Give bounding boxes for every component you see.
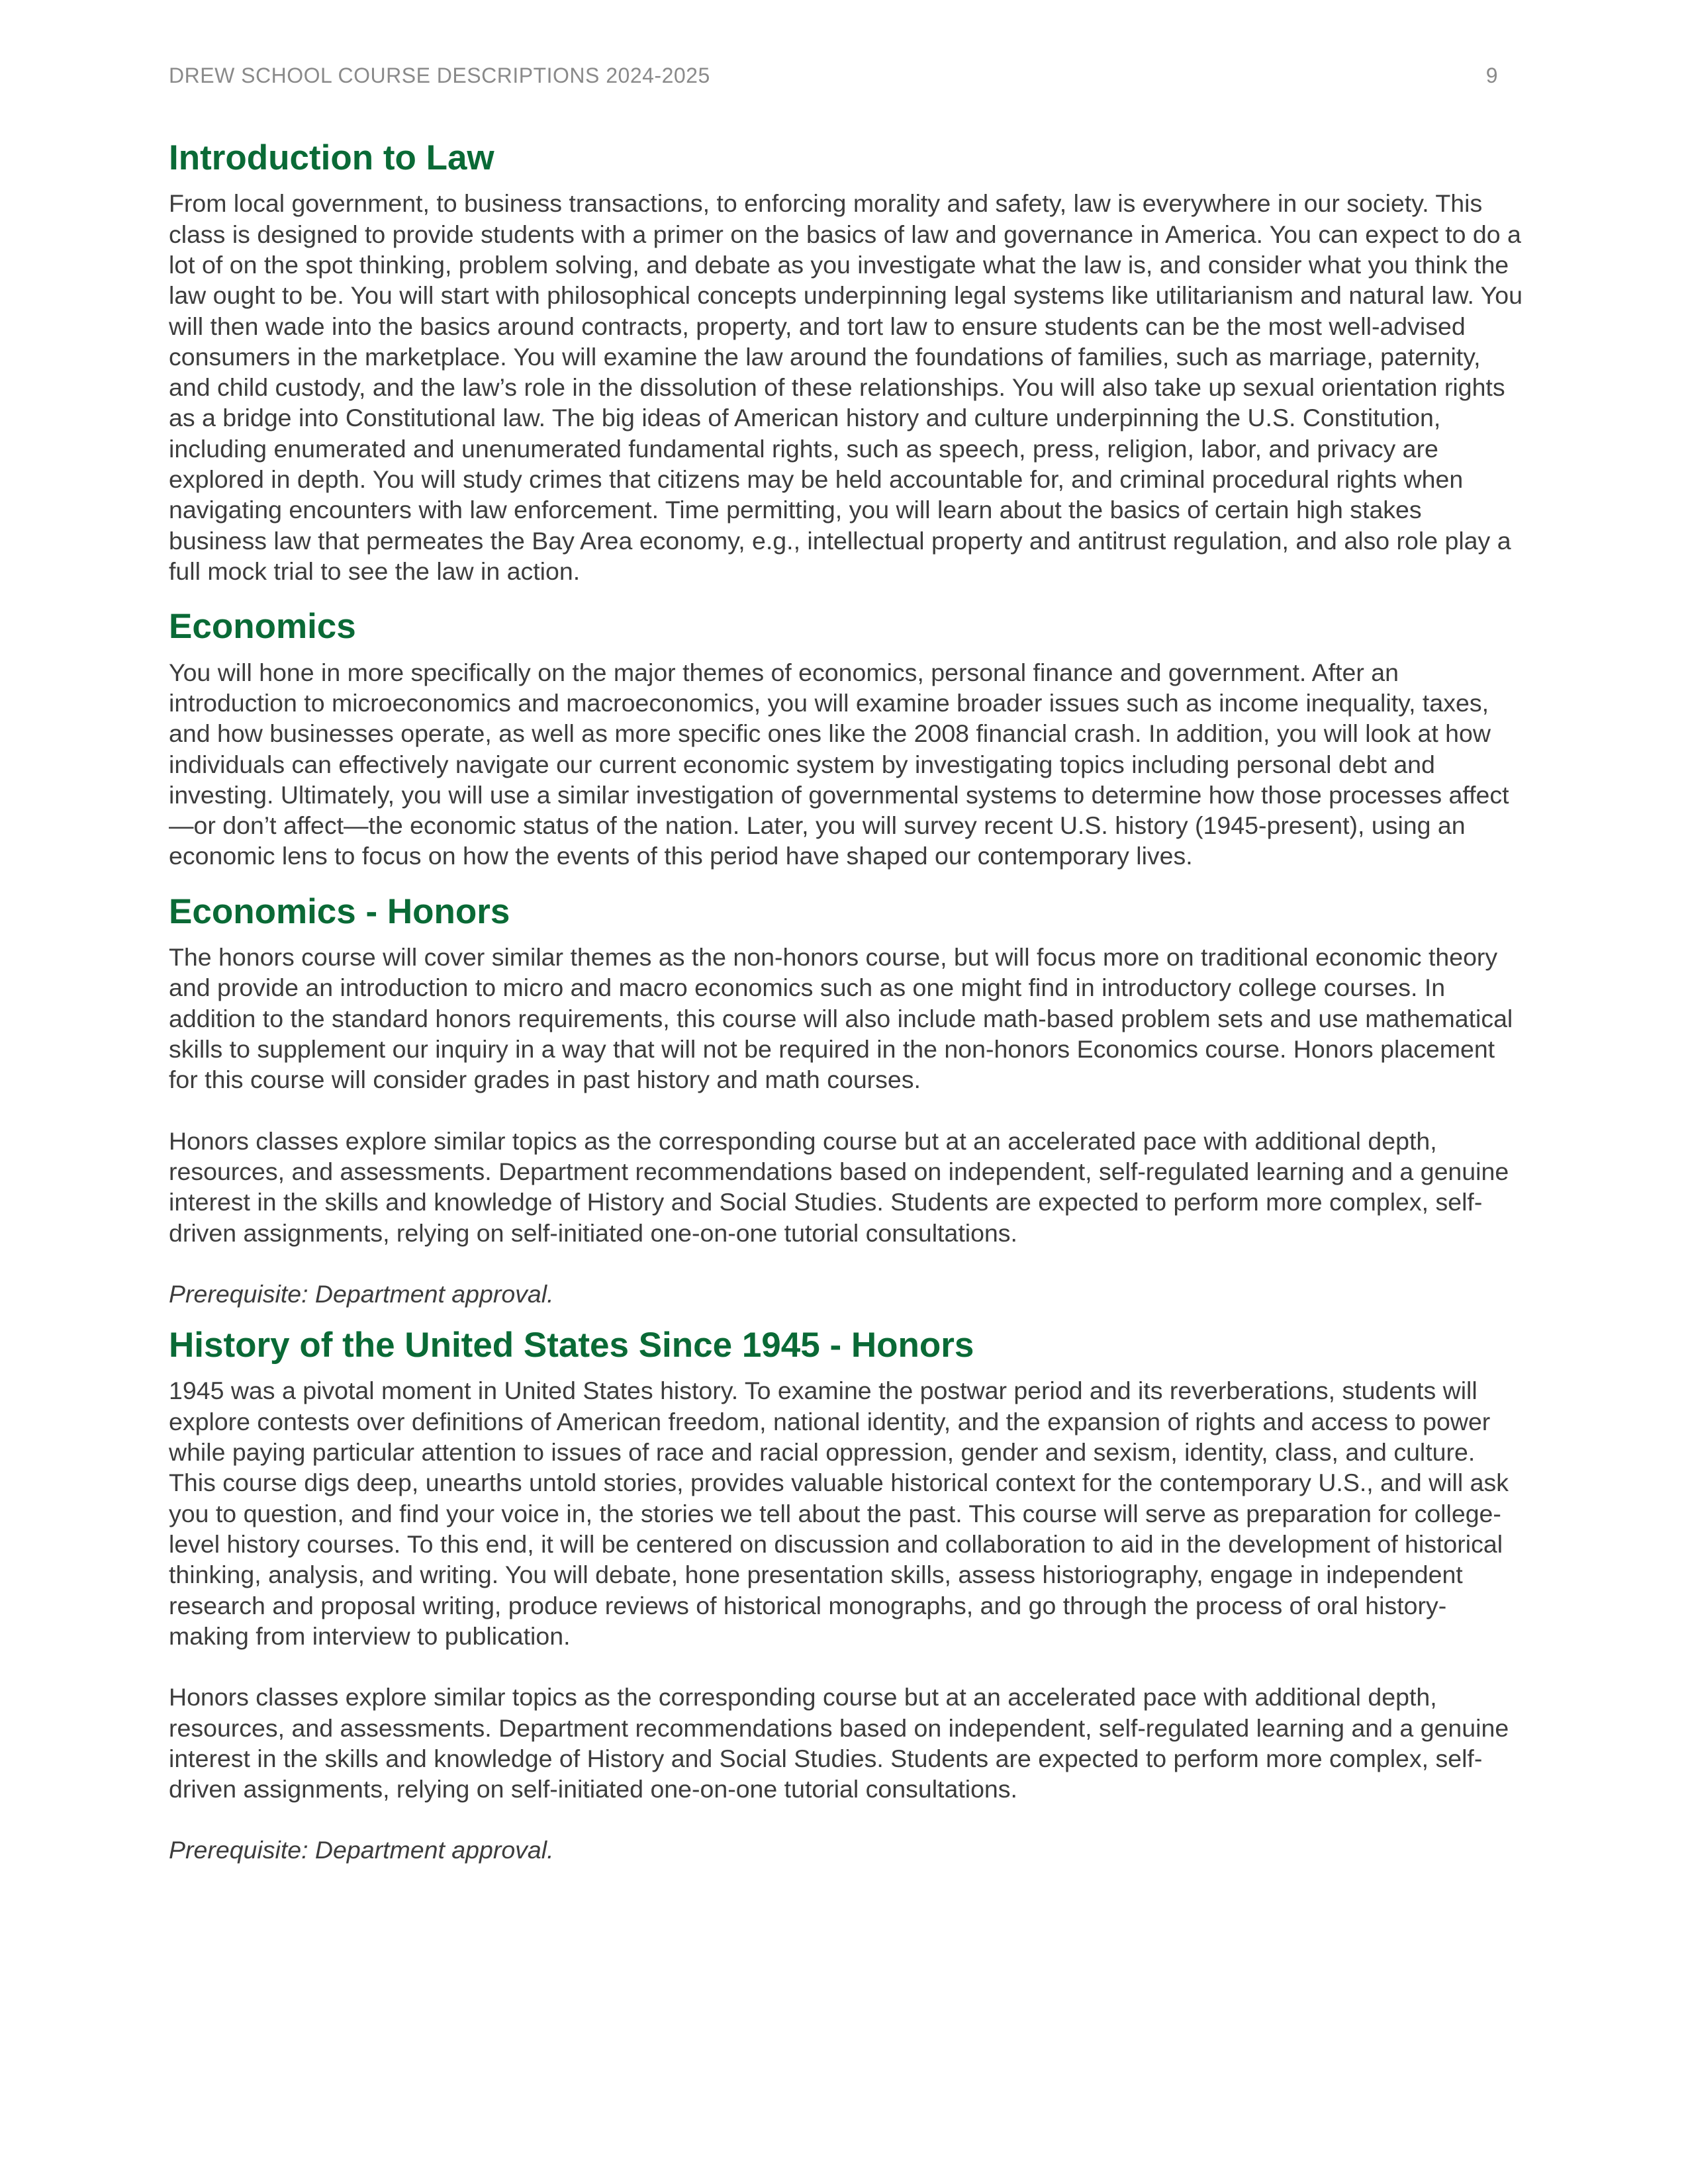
course-description: You will hone in more specifically on the major themes of economics, personal finance and government. After an introduction to microeconomics and macroeconomics, you will examine broader issues such as income inequality, taxes, and how businesses operate, as well as more specific ones like the 2008 financial crash. In addition, you will look at how individuals can effectively navigate our current economic system by investigating topics including personal debt and investing. Ultimately, you will use a similar investigation of governmental systems to determine how those processes affect—or don’t affect—the economic status of the nation. Later, you will survey recent U.S. history (1945-present), using an economic lens to focus on how the events of this period have shaped our contemporary lives. <box>169 658 1509 870</box>
course-description: The honors course will cover similar themes as the non-honors course, but will focus more on traditional economic theory and provide an introduction to micro and macro economics such as one might find in introductory college courses. In addition to the standard honors requirements, this course will also include math-based problem sets and use mathematical skills to supplement our inquiry in a way that will not be required in the non-honors Economics course. Honors placement for this course will consider grades in past history and math courses. <box>169 943 1513 1094</box>
prerequisite: Prerequisite: Department approval. <box>169 1279 554 1308</box>
course-description: 1945 was a pivotal moment in United States history. To examine the postwar period and its reverberations, students will explore contests over definitions of American freedom, national identity, and the expansion of rights and access to power while paying particular attention to issues of race and racial oppression, gender and sexism, identity, class, and culture. This course digs deep, unearths untold stories, provides valuable historical context for the contemporary U.S., and will ask you to question, and find your voice in, the stories we tell about the past. This course will serve as preparation for college-level history courses. To this end, it will be centered on discussion and collaboration to aid in the development of historical thinking, analysis, and writing. You will debate, hone presentation skills, assess historiography, engage in independent research and proposal writing, produce reviews of historical monographs, and go through the process of oral history-making from interview to publication. <box>169 1377 1509 1650</box>
course-title: Introduction to Law <box>169 138 494 177</box>
course-economics <box>169 605 1523 871</box>
honors-note: Honors classes explore similar topics as the corresponding course but at an accelerated pace with additional depth, resources, and assessments. Department recommendations based on independent, self-regulated learning and a genuine interest in the skills and knowledge of History and Social Studies. Students are expected to perform more complex, self-driven assignments, relying on self-initiated one-on-one tutorial consultations. <box>169 1126 1509 1247</box>
page-number: 9 <box>1485 64 1498 87</box>
course-list <box>169 136 1523 1880</box>
honors-note: Honors classes explore similar topics as the corresponding course but at an accelerated pace with additional depth, resources, and assessments. Department recommendations based on independent, self-regulated learning and a genuine interest in the skills and knowledge of History and Social Studies. Students are expected to perform more complex, self-driven assignments, relying on self-initiated one-on-one tutorial consultations. <box>169 1683 1509 1803</box>
course-introduction-to-law <box>169 136 1523 586</box>
prerequisite: Prerequisite: Department approval. <box>169 1836 554 1864</box>
course-title: Economics <box>169 607 356 647</box>
course-title: Economics - Honors <box>169 891 510 931</box>
course-us-history-since-1945-honors <box>169 1324 1523 1866</box>
course-description: From local government, to business transactions, to enforcing morality and safety, law is everywhere in our society. This class is designed to provide students with a primer on the basics of law and governance in America. You can expect to do a lot of on the spot thinking, problem solving, and debate as you investigate what the law is, and consider what you think the law ought to be. You will start with philosophical concepts underpinning legal systems like utilitarianism and natural law. You will then wade into the basics around contracts, property, and tort law to ensure students can be the most well-advised consumers in the marketplace. You will examine the law around the foundations of families, such as marriage, paternity, and child custody, and the law’s role in the dissolution of these relationships. You will also take up sexual orientation rights as a bridge into Constitutional law. The big ideas of American history and culture underpinning the U.S. Constitution, including enumerated and unenumerated fundamental rights, such as speech, press, religion, labor, and privacy are explored in depth. You will study crimes that citizens may be held accountable for, and criminal procedural rights when navigating encounters with law enforcement. Time permitting, you will learn about the basics of certain high stakes business law that permeates the Bay Area economy, e.g., intellectual property and antitrust regulation, and also role play a full mock trial to see the law in action. <box>169 189 1523 585</box>
course-title: History of the United States Since 1945 - Honors <box>169 1326 974 1365</box>
course-economics-honors <box>169 890 1523 1309</box>
running-title: DREW SCHOOL COURSE DESCRIPTIONS 2024-2025 <box>169 64 710 87</box>
running-header <box>169 64 1498 88</box>
